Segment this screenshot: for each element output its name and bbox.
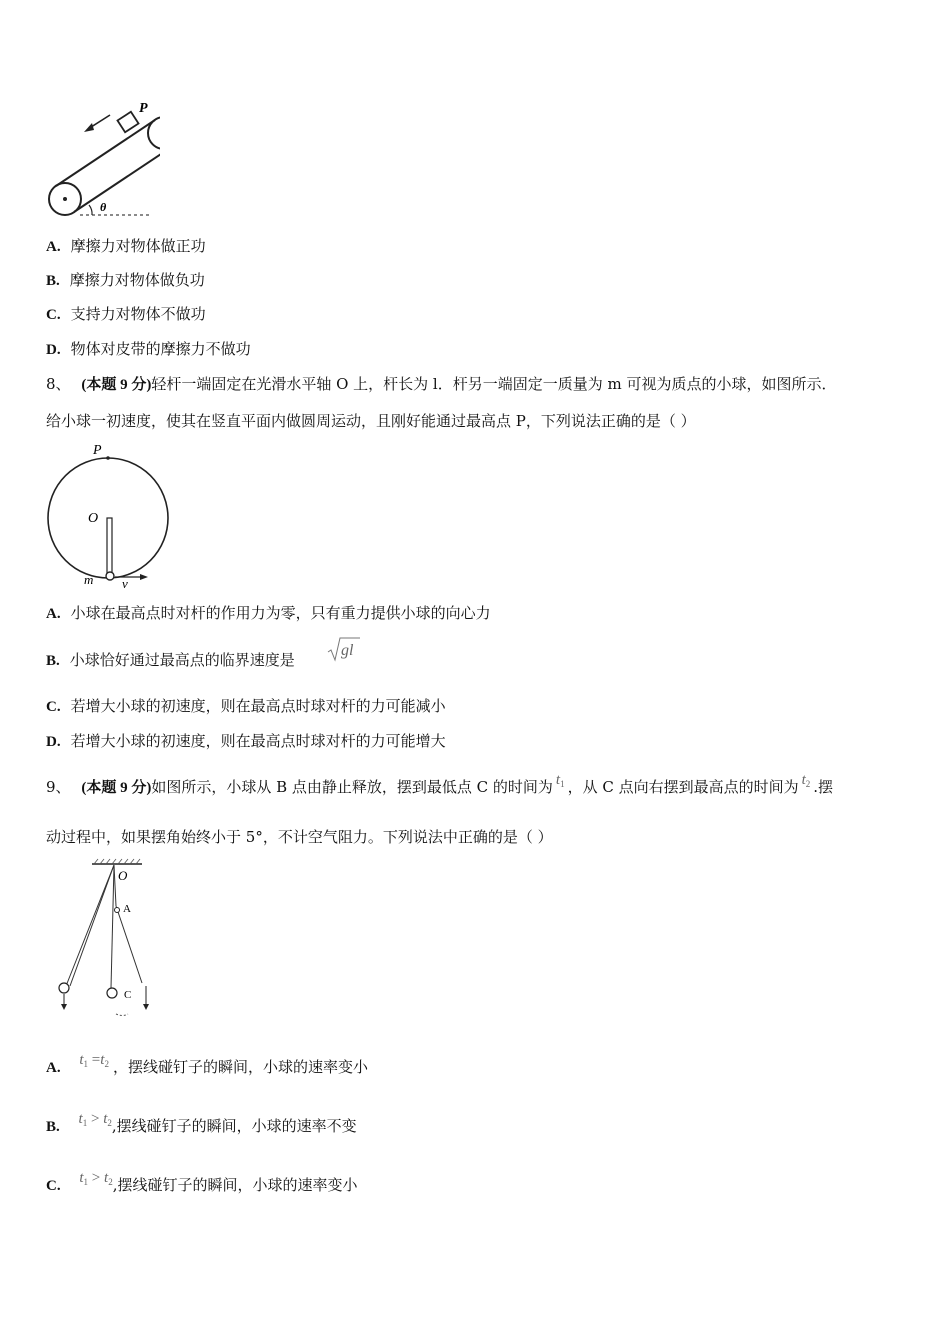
belt-top: [56, 120, 155, 186]
string-right: [116, 906, 142, 983]
label-o: O: [88, 511, 99, 526]
option-key: B.: [46, 1119, 60, 1135]
option-text: 小球恰好通过最高点的临界速度是: [69, 651, 295, 669]
pendulum-figure: [50, 858, 170, 1018]
angle-arc: [89, 205, 92, 215]
t-relation: $t_1 > t_2$: [79, 1170, 113, 1187]
t-relation: $t_1 > t_2$: [78, 1111, 112, 1128]
q8-stem-line1: [46, 374, 837, 395]
t1-symbol: $t_1$: [555, 772, 565, 789]
option-key: B.: [46, 273, 60, 289]
label-o: O: [118, 868, 128, 883]
option-key: C.: [46, 699, 61, 715]
q7-option-a: [46, 236, 206, 257]
option-text: ,摆线碰钉子的瞬间，小球的速率变小: [112, 1176, 358, 1194]
option-key: C.: [46, 307, 61, 323]
question-score: (本题 9 分): [81, 377, 152, 393]
q7-option-d: [46, 339, 251, 360]
conveyor-belt-figure: [40, 95, 160, 225]
motion-arrow-head: [84, 123, 94, 132]
q9-option-c: [46, 1170, 358, 1200]
question-number: 9、: [46, 778, 71, 796]
option-key: D.: [46, 342, 61, 358]
option-text: 物体对皮带的摩擦力不做功: [70, 340, 251, 358]
ball-m: [106, 572, 114, 580]
question-stem: ，从 C 点向右摆到最高点的时间为: [567, 778, 799, 796]
question-number: 8、: [46, 375, 71, 393]
arrow-right-head: [143, 1004, 149, 1010]
question-stem: 动过程中，如果摆角始终小于 5°，不计空气阻力。下列说法中正确的是（ ）: [46, 828, 553, 846]
point-p: [106, 456, 110, 460]
lower-pulley-axle: [63, 197, 67, 201]
belt-bottom: [74, 146, 160, 212]
ball-c: [107, 988, 117, 998]
label-c: C: [124, 989, 132, 1001]
circular-motion-figure: [40, 438, 180, 590]
question-score: (本题 9 分): [81, 780, 152, 796]
q8-option-b: [46, 650, 295, 671]
nail-a: [115, 908, 120, 913]
label-m: m: [84, 572, 94, 587]
option-text: ，摆线碰钉子的瞬间，小球的速率变小: [112, 1058, 368, 1076]
label-theta: θ: [100, 200, 107, 214]
radicand: gl: [341, 642, 354, 659]
label-p: P: [93, 443, 102, 458]
string-center: [111, 865, 114, 988]
label-a: A: [123, 903, 131, 915]
ball-b: [59, 983, 69, 993]
q8-option-a: [46, 603, 491, 624]
block-p: [117, 112, 138, 132]
label-v: v: [122, 576, 128, 590]
option-text: ,摆线碰钉子的瞬间，小球的速率不变: [111, 1117, 357, 1135]
question-stem: .摆: [813, 778, 834, 796]
option-key: D.: [46, 734, 61, 750]
velocity-arrow-head: [140, 574, 148, 580]
dashed-bottom-arc: [116, 1014, 128, 1016]
option-text: 若增大小球的初速度，则在最高点时球对杆的力可能增大: [70, 732, 446, 750]
question-stem: 如图所示，小球从 B 点由静止释放，摆到最低点 C 的时间为: [151, 778, 553, 796]
string-left: [66, 865, 114, 986]
option-key: B.: [46, 653, 60, 669]
q8-option-d: [46, 731, 446, 752]
arrow-b-head: [61, 1004, 67, 1010]
option-key: A.: [46, 1060, 61, 1076]
rod: [107, 518, 112, 574]
option-text: 小球在最高点时对杆的作用力为零，只有重力提供小球的向心力: [70, 604, 491, 622]
string-left-2: [70, 865, 114, 986]
option-text: 摩擦力对物体做正功: [70, 237, 206, 255]
q8-stem-line2: [46, 411, 696, 431]
option-key: A.: [46, 606, 61, 622]
string-right-2: [114, 865, 116, 906]
question-stem: 给小球一初速度，使其在竖直平面内做圆周运动，且刚好能通过最高点 P，下列说法正确的是（ ）: [46, 412, 696, 430]
t-relation: $t_1 =t_2$: [79, 1052, 109, 1069]
q9-stem-line1: [46, 772, 834, 802]
q7-option-c: [46, 304, 206, 325]
q8-option-c: [46, 696, 446, 717]
option-text: 若增大小球的初速度，则在最高点时球对杆的力可能减小: [70, 697, 446, 715]
option-key: A.: [46, 239, 61, 255]
question-stem: 轻杆一端固定在光滑水平轴 O 上，杆长为 l．杆另一端固定一质量为 m 可视为质点的小球，如图所示．: [151, 375, 837, 393]
q9-option-b: [46, 1111, 357, 1141]
t2-symbol: $t_2$: [801, 772, 811, 789]
option-text: 摩擦力对物体做负功: [69, 271, 205, 289]
q9-option-a: [46, 1052, 368, 1082]
option-key: C.: [46, 1178, 61, 1194]
option-text: 支持力对物体不做功: [70, 305, 206, 323]
q9-stem-line2: [46, 827, 553, 847]
q7-option-b: [46, 270, 205, 291]
sqrt-formula: [326, 636, 362, 664]
label-p: P: [139, 101, 148, 116]
